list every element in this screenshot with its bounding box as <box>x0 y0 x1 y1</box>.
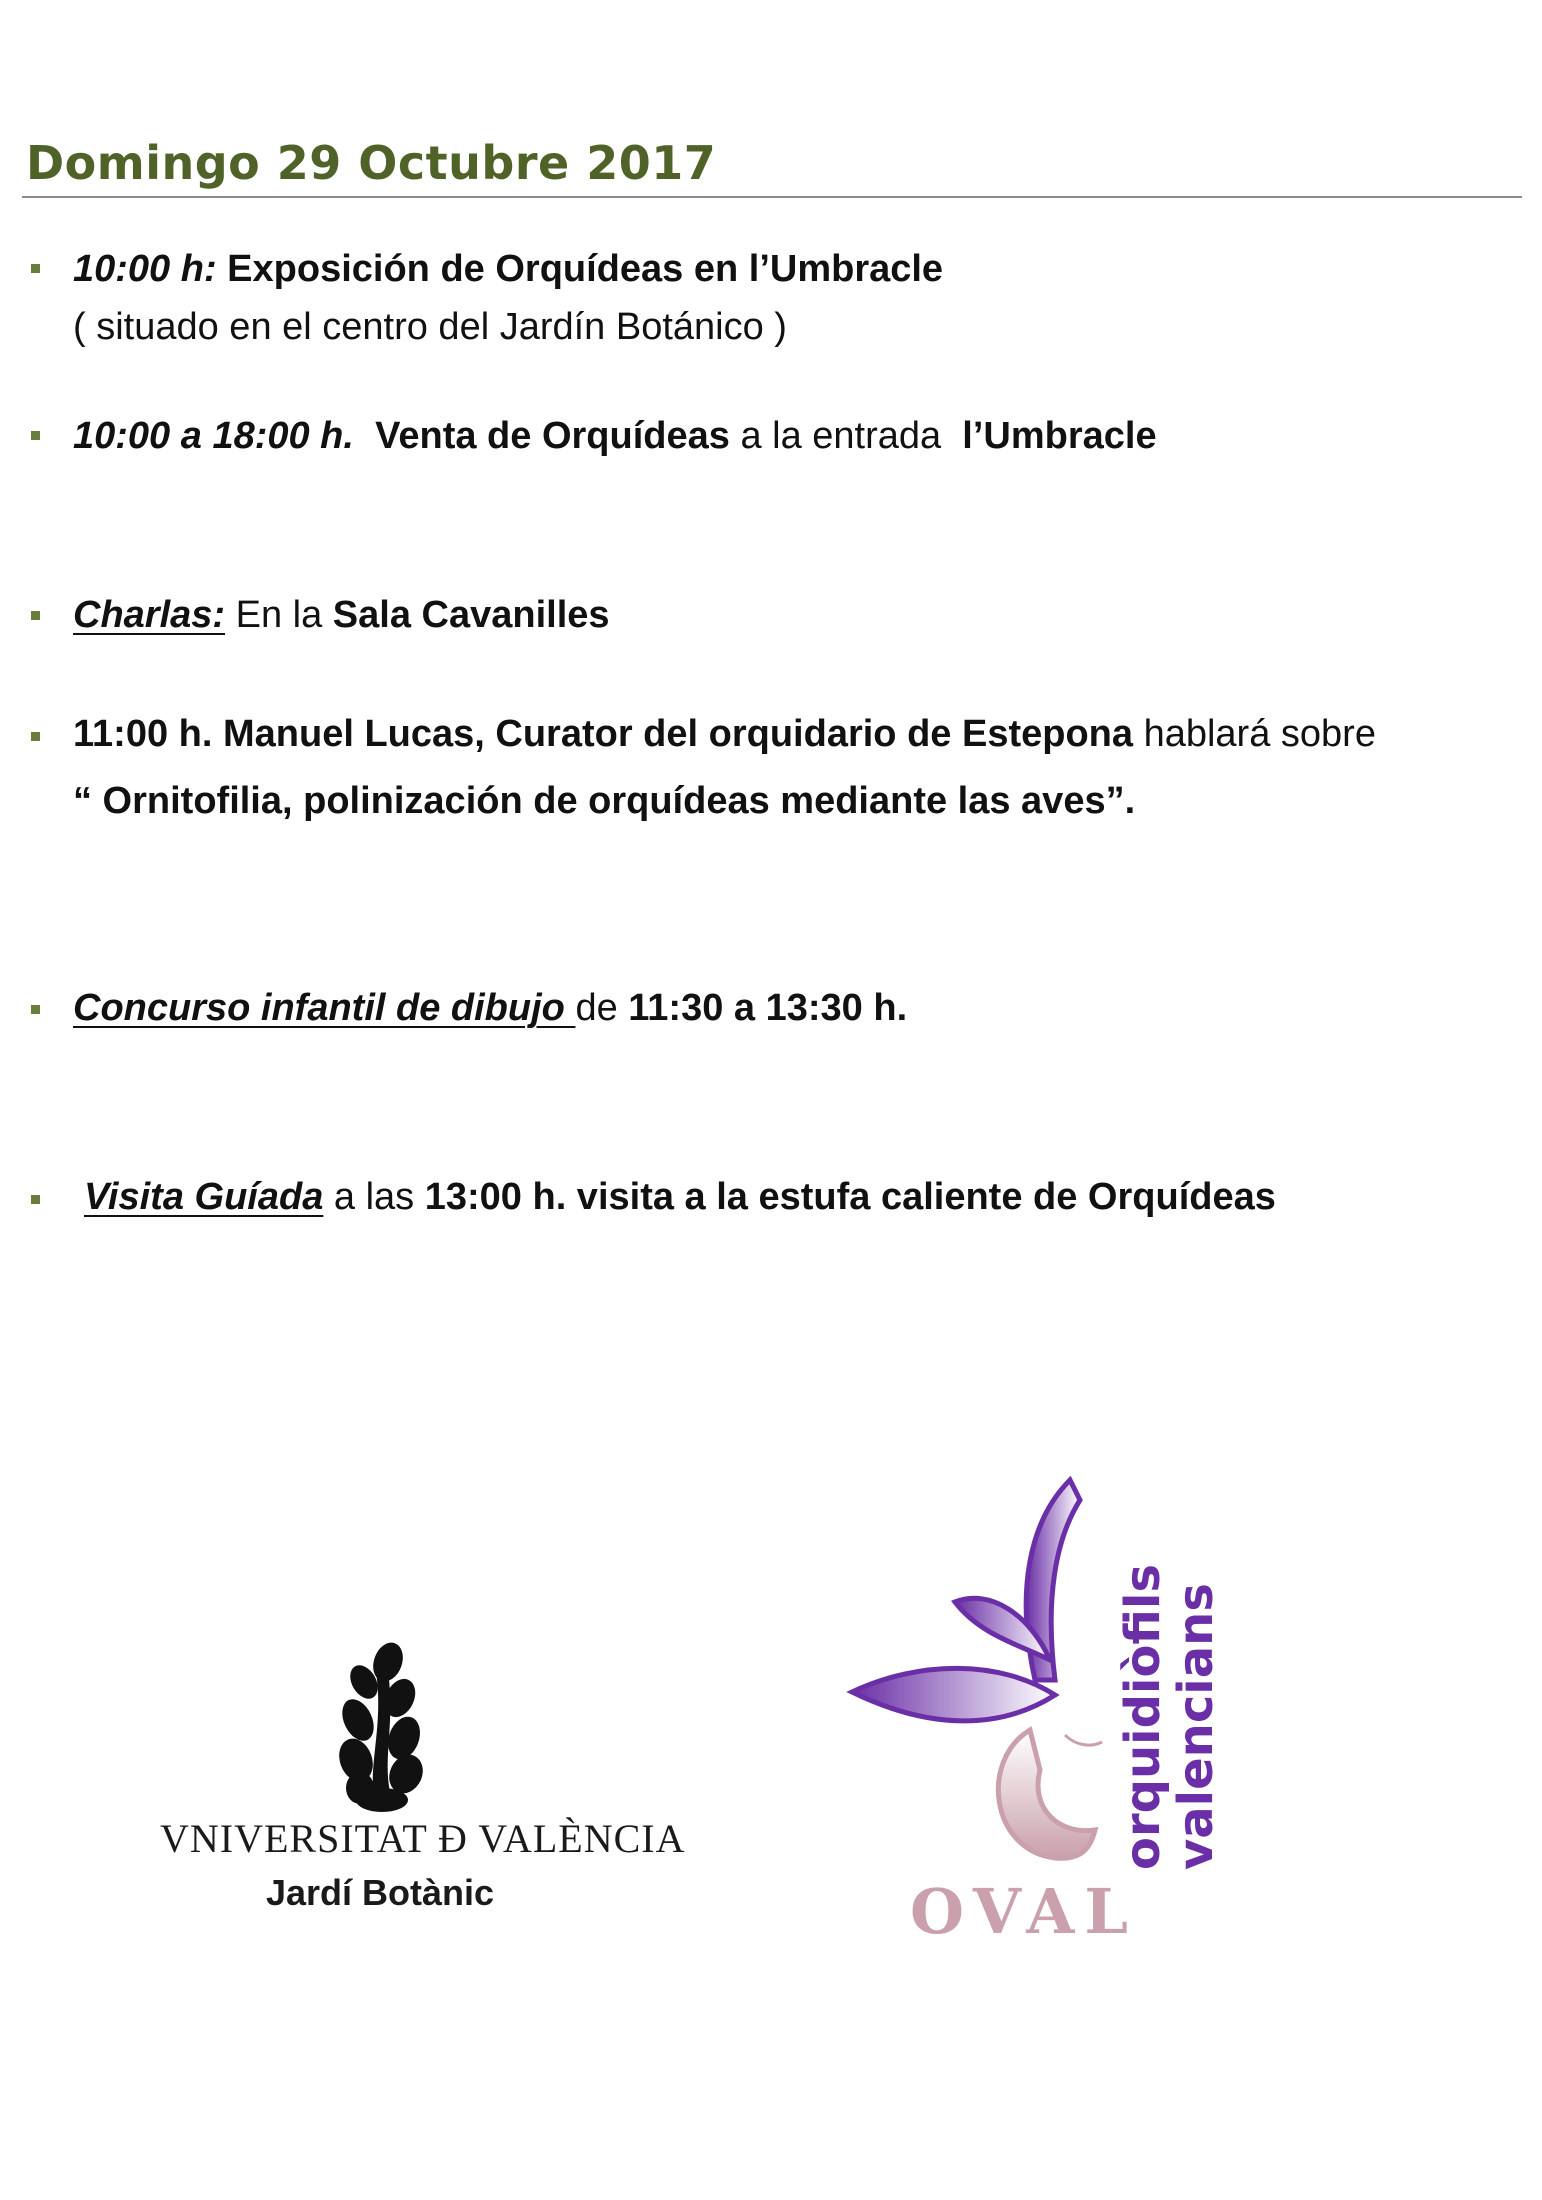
page-title: Domingo 29 Octubre 2017 <box>26 136 717 190</box>
item-5-time: 11:30 a 13:30 h. <box>628 987 908 1029</box>
item-2-time: 10:00 a 18:00 h. <box>73 415 354 457</box>
oval-text-valencians: valencians <box>1168 1583 1224 1870</box>
bullet-3 <box>31 611 40 620</box>
item-charla-manuel <box>73 713 1376 756</box>
oval-logo <box>840 1430 1240 1950</box>
oval-wordmark: OVAL <box>910 1875 1138 1948</box>
item-venta <box>73 415 1157 458</box>
item-charlas <box>73 594 610 637</box>
item-4-topic: “ Ornitofilia, polinización de orquídeas mediante las aves”. <box>73 780 1136 822</box>
item-2-title: Venta de Orquídeas <box>375 415 730 457</box>
item-1-title: Exposición de Orquídeas en l’Umbracle <box>216 248 944 290</box>
garden-name: Jardí Botànic <box>265 1872 495 1913</box>
item-5-mid: de <box>575 987 629 1029</box>
item-2-mid: a la entrada <box>729 415 952 457</box>
item-3-place: Sala Cavanilles <box>332 594 610 636</box>
bullet-6 <box>31 1195 40 1204</box>
item-6-rest: 13:00 h. visita a la estufa caliente de Orquídeas <box>424 1176 1276 1218</box>
item-exposicion <box>73 248 943 291</box>
universitat-valencia-logo <box>160 1640 686 1920</box>
bullet-1 <box>31 264 40 273</box>
title-divider <box>22 196 1522 198</box>
item-1-time: 10:00 h: <box>73 248 217 290</box>
item-visita <box>84 1176 1276 1219</box>
item-3-label: Charlas: <box>73 594 226 636</box>
university-name: VNIVERSITAT Ð VALÈNCIA <box>160 1816 686 1861</box>
item-2-place: l’Umbracle <box>962 415 1157 457</box>
bullet-2 <box>31 431 40 440</box>
item-4-speaker: 11:00 h. Manuel Lucas, Curator del orquidario de Estepona <box>73 713 1134 755</box>
bullet-4 <box>31 732 40 741</box>
seaweed-emblem-icon <box>160 1640 600 1815</box>
item-1-note: ( situado en el centro del Jardín Botánico ) <box>73 306 787 348</box>
item-4-mid: hablará sobre <box>1133 713 1376 755</box>
item-6-label: Visita Guíada <box>84 1176 324 1218</box>
oval-text-orquidiofils: orquidiòfils <box>1115 1563 1171 1870</box>
bullet-5 <box>31 1005 40 1014</box>
item-concurso <box>73 987 907 1030</box>
item-3-mid: En la <box>225 594 333 636</box>
item-5-label: Concurso infantil de dibujo <box>73 987 576 1029</box>
item-6-mid: a las <box>323 1176 425 1218</box>
